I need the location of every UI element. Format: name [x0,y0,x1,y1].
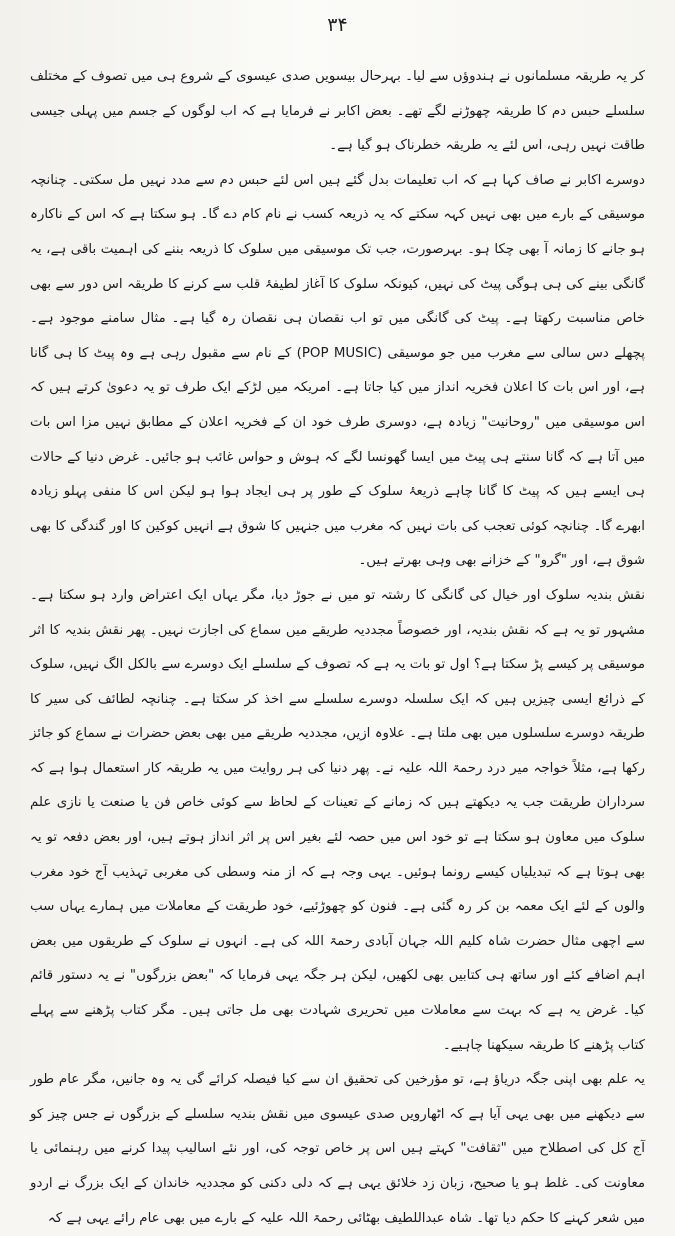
paragraph: کر یہ طریقہ مسلمانوں نے ہندوؤں سے لیا۔ بہرحال بیسویں صدی عیسوی کے شروع ہی میں تصوف کے مختلف سلسلے حبس دم کا طریقہ چھوڑنے لگے تھے۔ بعض اکابر نے فرمایا ہے کہ اب لوگوں کے جسم میں پہلی جیسی طاقت نہیں رہی، اس لئے یہ طریقہ خطرناک ہو گیا ہے۔ [30,69,645,154]
paragraph: دوسرے اکابر نے صاف کہا ہے کہ اب تعلیمات بدل گئے ہیں اس لئے حبس دم سے مدد نہیں مل سکتی۔ چنانچہ موسیقی کے بارے میں بھی نہیں کہہ سکتے کہ یہ ذریعہ کسب نے نام کام دے گا۔ ہو سکتا ہے کہ اس کے ناکارہ ہو جانے کا زمانہ آ بھی چکا ہو۔ بہرصورت، جب تک موسیقی میں سلوک کا ذریعہ بننے کی اہمیت باقی ہے، یہ گانگی بینے کی ہی ہوگی پیٹ کی نہیں، کیونکہ سلوک کا آغاز لطیفۂ قلب سے کرنے کا طریقہ اس دور سے بھی خاص مناسبت رکھتا ہے۔ پیٹ کی گانگی میں تو اب نقصان ہی نقصان رہ گیا ہے۔ مثال سامنے موجود ہے۔ پچھلے دس سالی سے مغرب میں جو موسیقی (POP MUSIC) کے نام سے مقبول رہی ہے وہ پیٹ کا ہی گانا ہے، اور اس بات کا اعلان فخریہ انداز میں کیا جاتا ہے۔ امریکہ میں لڑکے ایک طرف تو یہ دعویٰ کرتے ہیں کہ اس موسیقی میں "روحانیت" زیادہ ہے، دوسری طرف خود ان کے فخریہ اعلان کے مطابق نہیں مزا اس بات میں آتا ہے کہ گانا سنتے ہی پیٹ میں ایسا گھونسا لگے کہ ہوش و حواس غائب ہو جائیں۔ غرض دنیا کے حالات ہی ایسے ہیں کہ پیٹ کا گانا چاہے ذریعۂ سلوک کے طور پر ہی ایجاد ہوا ہو لیکن اس کا منفی پہلو زیادہ ابھرے گا۔ چنانچہ کوئی تعجب کی بات نہیں کہ مغرب میں جنہیں کا شوق ہے انہیں کوکین کا اور گندگی کا بھی شوق ہے، اور "گرو" کے خزانے بھی وہی بھرتے ہیں۔ [30,172,645,569]
paragraph: یہ علم بھی اپنی جگہ دریاؤ ہے، تو مؤرخین کی تحقیق ان سے کیا فیصلہ کرائے گی یہ وہ جانیں، مگر عام طور سے دیکھنے میں بھی یہی آیا ہے کہ اٹھارویں صدی عیسوی میں نقش بندیہ سلسلے کے بزرگوں نے جس چیز کو آج کل کی اصطلاح میں "ثقافت" کہتے ہیں اس پر خاص توجہ کی، اور نئے اسالیب پیدا کرنے میں رہنمائی یا معاونت کی۔ غلط ہو یا صحیح، زبان زد خلائق یہی ہے کہ دلی دکنی کو مجددیہ خاندان کے ایک بزرگ نے اردو میں شعر کہنے کا حکم دیا تھا۔ شاہ عبداللطیف بھٹائی رحمۃ اللہ علیہ کے بارے میں بھی عام رائے یہی ہے کہ [30,1072,645,1226]
page-body [30,60,645,1236]
page-number: ۳۴ [327,14,348,36]
paragraph: نقش بندیہ سلوک اور خیال کی گانگی کا رشتہ تو میں نے جوڑ دیا، مگر یہاں ایک اعتراض وارد ہو سکتا ہے۔ مشہور تو یہ ہے کہ نقش بندیہ، اور خصوصاً مجددیہ طریقے میں سماع کی اجازت نہیں۔ پھر نقش بندیہ کا اثر موسیقی پر کیسے پڑ سکتا ہے؟ اول تو بات یہ ہے کہ تصوف کے سلسلے ایک دوسرے سے بالکل الگ نہیں، سلوک کے ذرائع ایسی چیزیں ہیں کہ ایک سلسلہ دوسرے سلسلے سے اخذ کر سکتا ہے۔ چنانچہ لطائف کی سیر کا طریقہ دوسرے سلسلوں میں بھی ملتا ہے۔ علاوہ ازیں، مجددیہ طریقے میں بھی بعض حضرات نے سماع کو جائز رکھا ہے، مثلاً خواجہ میر درد رحمۃ اللہ علیہ نے۔ پھر دنیا کی ہر روایت میں یہ طریقہ کار استعمال ہوا ہے کہ سرداران طریقت جب یہ دیکھتے ہیں کہ زمانے کے تعینات کے لحاظ سے کوئی خاص فن یا صنعت یا نازی علم سلوک میں معاون ہو سکتا ہے تو خود اس میں حصہ لئے بغیر اس پر اثر انداز ہوتے ہیں، اور بعض دفعہ تو یہ بھی ہوتا ہے کہ تبدیلیاں کیسے رونما ہوئیں۔ یہی وجہ ہے کہ از منہ وسطی کی مغربی تہذیب آج خود مغرب والوں کے لئے ایک معمہ بن کر رہ گئی ہے۔ فنون کو چھوڑئیے، خود طریقت کے معاملات میں ہمارے یہاں سب سے اچھی مثال حضرت شاہ کلیم اللہ جہان آبادی رحمۃ اللہ کی ہے۔ انہوں نے سلوک کے طریقوں میں بعض اہم اضافے کئے اور ساتھ ہی کتابیں بھی لکھیں، لیکن ہر جگہ یہی فرمایا کہ "بعض بزرگوں" نے یہ دستور قائم کیا۔ غرض یہ ہے کہ بہت سے معاملات میں تحریری شہادت بھی مل جاتی ہیں۔ مگر کتاب پڑھنے سے پہلے کتاب پڑھنے کا طریقہ سیکھنا چاہیے۔ [30,587,645,1053]
